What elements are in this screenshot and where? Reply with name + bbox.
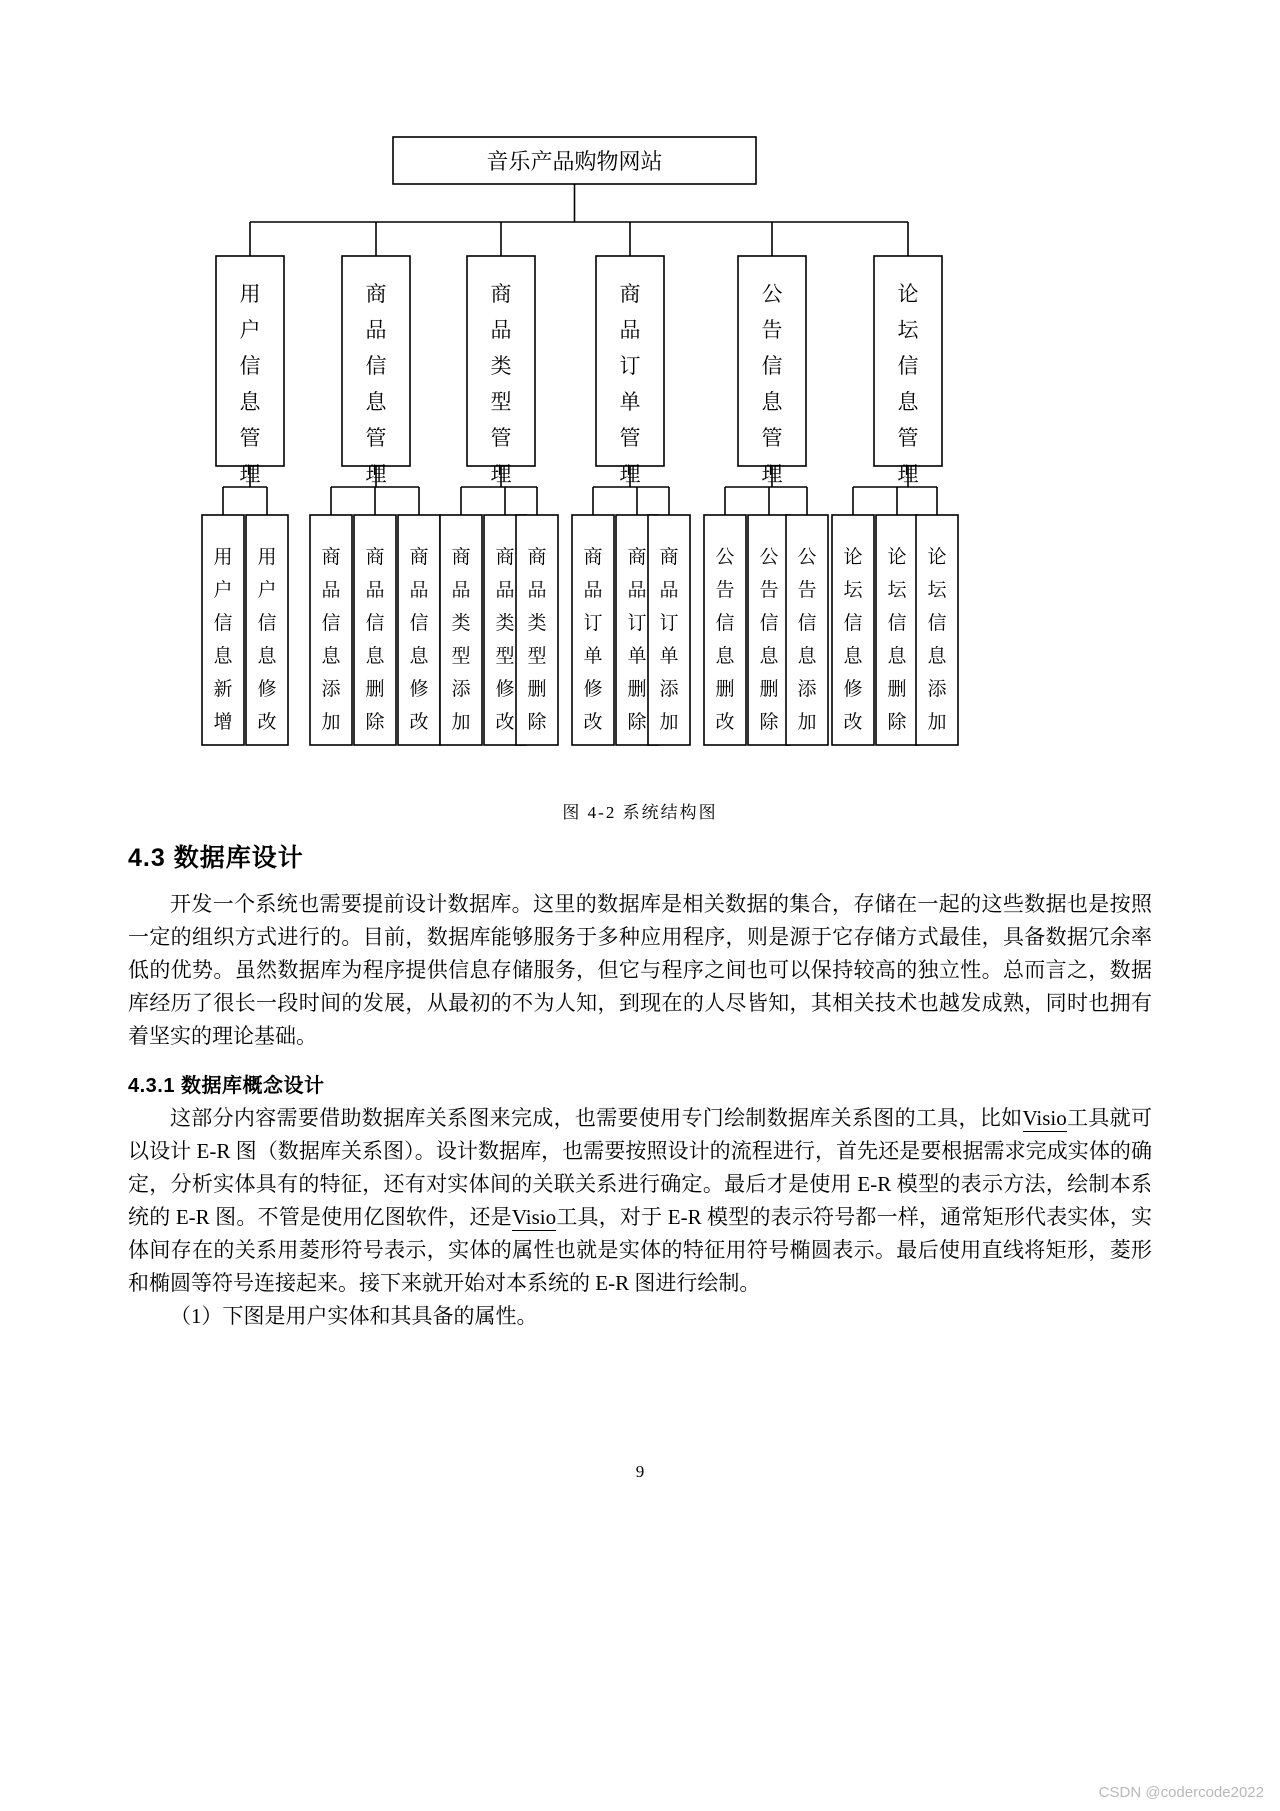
section-heading-4-3-1: 4.3.1 数据库概念设计 [128,1075,325,1097]
visio-link-1: Visio [1022,1106,1067,1130]
diagram-svg [0,0,1280,780]
diagram-node-level3-label: 用户信息修改 [257,547,277,733]
diagram-node-level2-label: 论坛信息管理 [897,282,919,486]
diagram-node-level2-label: 商品类型管理 [490,282,512,486]
system-structure-diagram [0,0,1280,780]
diagram-node-level3-label: 商品订单添加 [659,547,679,733]
diagram-node-level3-label: 商品信息添加 [321,547,341,733]
diagram-node-level3-label: 公告信息删改 [715,547,735,733]
paragraph-text-c: 工具，对于 E-R 模型的表示符号都一样，通常矩形代表实体，实体间存在的关系用菱形符号表示，实体的属性也就是实体的特征用符号椭圆表示。最后使用直线将矩形，菱形和椭圆等符号连接起来。接下来就开始对本系统的 E-R 图进行绘制。 [128,1205,1153,1295]
paragraph-text-b: 工具就可以设计 E-R 图（数据库关系图）。设计数据库，也需要按照设计的流程进行，首先还是要根据需求完成实体的确定，分析实体具有的特征，还有对实体间的关联关系进行确定。最后才是使用 E-R 模型的表示方法，绘制本系统的 E-R 图。不管是使用亿图软件，还是 [128,1106,1152,1229]
page-number: 9 [635,1462,645,1481]
diagram-node-level3-label: 商品类型修改 [495,547,515,733]
paragraph-text-a: 这部分内容需要借助数据库关系图来完成，也需要使用专门绘制数据库关系图的工具，比如 [170,1106,1023,1130]
section-heading-4-3: 4.3 数据库设计 [128,844,304,872]
diagram-node-level3-label: 商品类型删除 [527,547,547,733]
diagram-node-level3-label: 商品信息删除 [365,547,385,733]
diagram-node-level3-label: 论坛信息删除 [887,547,907,733]
diagram-node-level2-label: 用户信息管理 [239,282,261,486]
visio-link-2: Visio [511,1205,557,1229]
paragraph-4-3: 开发一个系统也需要提前设计数据库。这里的数据库是相关数据的集合，存储在一起的这些数据也是按照一定的组织方式进行的。目前，数据库能够服务于多种应用程序，则是源于它存储方式最佳，具备数据冗余率低的优势。虽然数据库为程序提供信息存储服务，但它与程序之间也可以保持较高的独立性。总而言之，数据库经历了很长一段时间的发展，从最初的不为人知，到现在的人尽皆知，其相关技术也越发成熟，同时也拥有着坚实的理论基础。 [128,892,1152,1048]
diagram-node-level3-label: 商品信息修改 [409,547,429,733]
watermark-label: CSDN @codercode2022 [1098,1784,1264,1801]
document-content [128,838,1152,1333]
diagram-node-level3-label: 公告信息添加 [797,547,817,733]
diagram-node-level3-label: 商品订单删除 [627,547,647,733]
diagram-node-level3-label: 论坛信息修改 [843,547,863,733]
figure-caption: 图 4-2 系统结构图 [562,803,718,822]
diagram-node-level3-label: 公告信息删除 [759,547,779,733]
diagram-node-level2-label: 公告信息管理 [761,282,783,486]
diagram-node-root-label: 音乐产品购物网站 [486,149,663,174]
diagram-node-level2-label: 商品信息管理 [365,282,387,486]
diagram-node-level3-label: 商品类型添加 [451,547,471,733]
diagram-node-level2-label: 商品订单管理 [619,282,641,486]
diagram-node-level3-label: 商品订单修改 [583,547,603,733]
diagram-node-level3-label: 用户信息新增 [213,547,233,733]
paragraph-4-3-1 [128,1102,1152,1300]
paragraph-4-3-1-item-1: （1）下图是用户实体和其具备的属性。 [170,1304,538,1328]
diagram-node-level3-label: 论坛信息添加 [927,547,947,733]
